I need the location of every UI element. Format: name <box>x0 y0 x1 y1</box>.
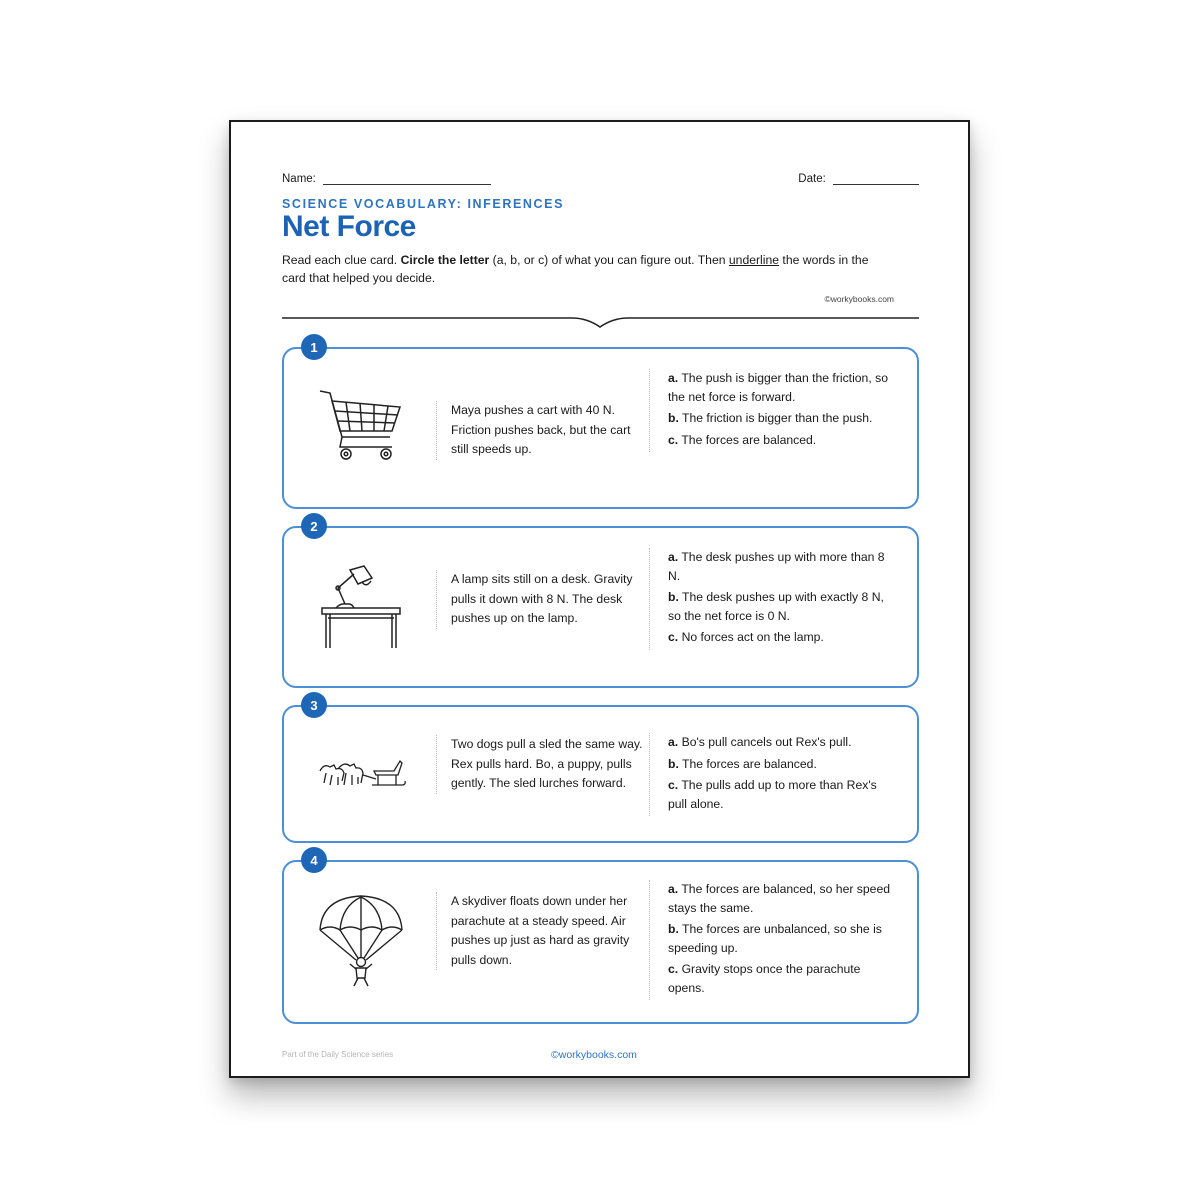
option-a[interactable]: a. The forces are balanced, so her speed stays the same. <box>668 882 891 915</box>
name-date-row <box>282 172 919 192</box>
option-c[interactable]: c. Gravity stops once the parachute opens. <box>668 962 861 995</box>
clue-text: A skydiver floats down under her parachute at a steady speed. Air pushes up just as hard as gravity pulls down. <box>436 892 651 970</box>
section-divider <box>282 310 919 328</box>
date-label: Date: <box>798 173 826 185</box>
clue-text: A lamp sits still on a desk. Gravity pulls it down with 8 N. The desk pushes up on the lamp. <box>436 570 651 629</box>
card-number-badge: 4 <box>301 847 327 873</box>
option-a[interactable]: a. The push is bigger than the friction, so the net force is forward. <box>668 371 888 404</box>
card-number-badge: 1 <box>301 334 327 360</box>
option-b[interactable]: b. The friction is bigger than the push. <box>668 411 873 425</box>
name-field <box>282 172 491 185</box>
date-field <box>798 172 919 185</box>
shopping-cart-icon <box>316 387 406 467</box>
option-b[interactable]: b. The desk pushes up with exactly 8 N, so the net force is 0 N. <box>668 590 884 623</box>
dog-sled-icon <box>316 757 406 797</box>
worksheet-content <box>282 122 919 1076</box>
clue-text: Maya pushes a cart with 40 N. Friction pushes back, but the cart still speeds up. <box>436 401 651 460</box>
footer-series: Part of the Daily Science series <box>282 1050 394 1059</box>
parachute-icon <box>316 894 406 988</box>
worksheet-eyebrow: SCIENCE VOCABULARY: INFERENCES <box>282 197 565 211</box>
name-blank-line[interactable] <box>323 172 491 185</box>
answer-options <box>649 548 893 650</box>
option-c[interactable]: c. The forces are balanced. <box>668 432 817 447</box>
option-a[interactable]: a. Bo's pull cancels out Rex's pull. <box>668 735 852 749</box>
worksheet-title: Net Force <box>282 210 416 243</box>
instructions-underline: underline <box>728 253 780 267</box>
answer-options <box>649 880 893 1000</box>
copyright-mark: ©workybooks.com <box>824 294 894 304</box>
option-c[interactable]: c. The pulls add up to more than Rex's pull alone. <box>668 778 877 811</box>
clue-card-1 <box>282 339 919 509</box>
clue-card-4 <box>282 852 919 1024</box>
date-blank-line[interactable] <box>833 172 919 185</box>
answer-options <box>649 369 893 452</box>
option-c[interactable]: c. No forces act on the lamp. <box>668 630 824 644</box>
instructions-part-2: (a, b, or c) of what you can figure out. Then <box>489 253 729 267</box>
clue-card-2 <box>282 518 919 688</box>
worksheet-page <box>229 120 970 1078</box>
option-b[interactable]: b. The forces are balanced. <box>668 756 817 771</box>
card-number-badge: 2 <box>301 513 327 539</box>
option-a[interactable]: a. The desk pushes up with more than 8 N. <box>668 550 885 583</box>
name-label: Name: <box>282 173 316 185</box>
option-b[interactable]: b. The forces are unbalanced, so she is speeding up. <box>668 922 882 955</box>
clue-card-3 <box>282 697 919 843</box>
instructions-bold: Circle the letter <box>400 253 490 267</box>
clue-text: Two dogs pull a sled the same way. Rex pulls hard. Bo, a puppy, pulls gently. The sled lurches forward. <box>436 735 651 794</box>
card-number-badge: 3 <box>301 692 327 718</box>
footer-site-link[interactable]: ©workybooks.com <box>551 1049 637 1061</box>
instructions <box>282 252 892 287</box>
answer-options <box>649 733 893 816</box>
instructions-part-1: Read each clue card. <box>282 253 401 267</box>
desk-lamp-icon <box>316 564 406 650</box>
instructions-part-3: the words in the card that helped you decide. <box>282 253 869 285</box>
